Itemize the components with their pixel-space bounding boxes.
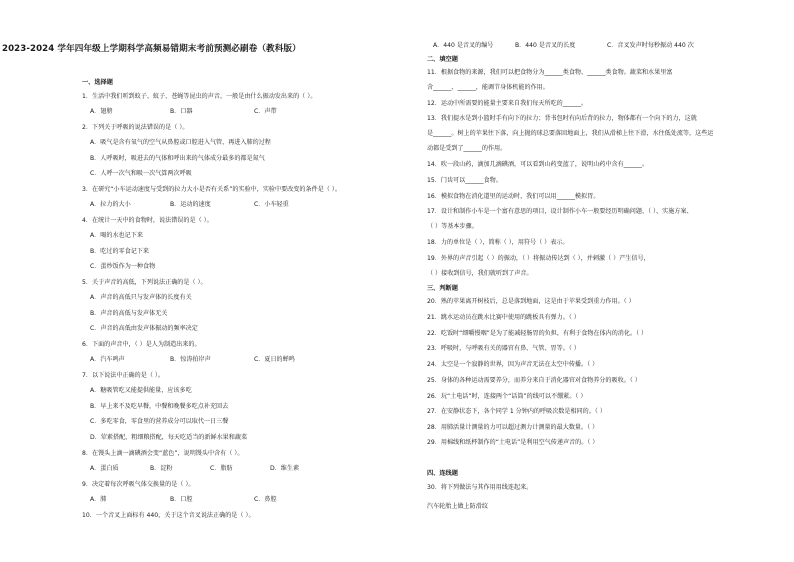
question-19-cont: （ ）接收到信号，我们就听到了声音。 xyxy=(427,270,533,277)
question-28: 28．用肺活量计测量的力可以超过测力计测量的最大数量。（ ） xyxy=(427,424,599,431)
question-11-cont: 含______、______，能调节身体机能的作用。 xyxy=(427,84,549,91)
question-14: 14．吹一段山药，滴加几滴碘酒，可以看到山药变蓝了，说明山药中含有______。 xyxy=(427,161,649,168)
question-6: 6．下面的声音中，（ ）是人为制造出来的。 xyxy=(82,341,201,348)
question-23: 23．呼吸时，与呼吸有关的器官有鼻、气管、胃等。（ ） xyxy=(427,345,580,352)
question-4-option-b: B．吃过的零食记下来 xyxy=(90,248,150,255)
question-9: 9．决定着每次呼吸气体交换量的是（ ）。 xyxy=(82,481,195,488)
question-19: 19．外界的声音引起（ ）的振动，（ ）将振动传达到（ ），并刺激（ ）产生信号， xyxy=(427,255,650,262)
option-c: C．音叉发声时每秒振动 440 次 xyxy=(607,42,694,49)
question-20: 20．熟的苹果离开树枝后，总是落到地面，这是由于苹果受到重力作用。（ ） xyxy=(427,298,635,305)
question-1-options xyxy=(90,108,277,116)
question-25: 25．身体的各种运动需要养分，而养分来自于消化器官对食物养分的吸收。（ ） xyxy=(427,377,641,384)
question-29: 29．用棉线和纸杯制作的“土电话”是利用空气传递声音的。（ ） xyxy=(427,439,599,446)
option-c: C．脂肪 xyxy=(210,465,233,472)
question-18: 18．力的单位是（ ），简称（ ），用符号（ ）表示。 xyxy=(427,239,569,246)
question-13-cont-2: 动都是受到了______的作用。 xyxy=(427,145,507,152)
option-a: A．翅膀 xyxy=(90,108,113,115)
question-8-options xyxy=(90,465,299,473)
option-b: B．口器 xyxy=(170,108,193,115)
question-3: 3．在研究“小车运动速度与受到的拉力大小是否有关系”的实验中，实验中要改变的条件是（ ）。 xyxy=(82,186,341,193)
question-16: 16．模拟食物在消化道里的运动时，我们可以用______模拟胃。 xyxy=(427,193,600,200)
question-10-options xyxy=(433,42,694,50)
option-b: B．淀粉 xyxy=(150,465,173,472)
question-9-options xyxy=(90,496,277,504)
option-a: A．拉力的大小 xyxy=(90,201,131,208)
exam-title: 2023-2024 学年四年级上学期科学高频易错期末考前预测必刷卷（教科版） xyxy=(2,44,301,54)
question-7-option-c: C．多吃零食，零食里的营养成分可以取代一日三餐 xyxy=(90,418,229,425)
question-15: 15．门齿可以______食物。 xyxy=(427,177,502,184)
question-4: 4．在统计一天中的食物时，说法错误的是（ ）。 xyxy=(82,217,213,224)
option-b: B．440 是音叉的长度 xyxy=(515,42,576,49)
question-26: 26．玩“土电话”时，连接两个“话筒”的线可以不绷紧。（ ） xyxy=(427,393,587,400)
question-30: 30．将下列做法与其作用用线连起来。 xyxy=(427,484,533,491)
option-a: A．蛋白质 xyxy=(90,465,119,472)
option-b: B．口腔 xyxy=(170,496,193,503)
question-7: 7．以下说法中正确的是（ ）。 xyxy=(82,372,164,379)
question-7-option-a: A．糖吸管吃又能提供能量，应该多吃 xyxy=(90,387,192,394)
question-12: 12．运动中所需要的能量主要来自我们每天所吃的______。 xyxy=(427,100,588,107)
option-c: C．鼻腔 xyxy=(254,496,277,503)
question-17-cont: （ ）等基本步骤。 xyxy=(427,223,478,230)
option-a: A．440 是音叉的编号 xyxy=(433,42,494,49)
question-22: 22．吃饭时“细嚼慢咽”是为了能减轻肠胃的负担，有利于食物在体内的消化。（ ） xyxy=(427,330,648,337)
question-21: 21．跳水运动员在跳水比赛中使用的跳板具有弹力。（ ） xyxy=(427,314,580,321)
section-heading-matching: 四、连线题 xyxy=(427,470,458,477)
question-2-option-a: A．吸气是含有氧气的空气从鼻腔或口腔进入气管，再进入肺的过程 xyxy=(90,139,271,146)
question-27: 27．在安静状态下，各个同学 1 分钟内的呼吸次数是相同的。（ ） xyxy=(427,408,606,415)
option-c: C．声带 xyxy=(254,108,277,115)
option-b: B．运动的速度 xyxy=(170,201,211,208)
option-a: A．汽车鸣声 xyxy=(90,356,125,363)
question-2-option-b: B．人呼吸时，吸进去的气体和呼出来的气体成分最多的都是氮气 xyxy=(90,155,265,162)
option-c: C．夏日的蝉鸣 xyxy=(254,356,295,363)
question-11: 11．根据食物的来源，我们可以把食物分为______类食物、______类食物。蔬菜和水果里富 xyxy=(427,69,673,76)
question-4-option-a: A．喝的水也记下来 xyxy=(90,232,143,239)
question-17: 17．设计和制作小车是一个富有意思的项目，设计制作小车一般要经历明确问题、（ ）、实施方案、 xyxy=(427,208,693,215)
question-1: 1．生活中我们听到蚊子、蚊子、苍蝇等昆虫的声音，一般是由什么振动发出来的（ ）。 xyxy=(82,93,317,100)
question-8: 8．在馒头上滴一滴碘酒会变“蓝色”，说明馒头中含有（ ）。 xyxy=(82,450,244,457)
question-2: 2．下列关于呼吸的说法错误的是（ ）。 xyxy=(82,124,189,131)
question-5-option-a: A．声音的高低只与发声体的长度有关 xyxy=(90,294,192,301)
question-3-options xyxy=(90,201,289,209)
question-30-item: 汽车轮胎上做上防滑纹 xyxy=(427,503,488,510)
section-heading-fill: 二、填空题 xyxy=(427,56,458,63)
option-b: B．惊涛拍岸声 xyxy=(170,356,211,363)
section-heading-choice: 一、选择题 xyxy=(82,79,113,86)
option-c: C．小车轻重 xyxy=(254,201,289,208)
question-2-option-c: C．人呼一次气和吸一次气算两次呼吸 xyxy=(90,170,192,177)
question-6-options xyxy=(90,356,295,364)
section-heading-judge: 三、判断题 xyxy=(427,285,458,292)
question-5-option-b: B．声音的高低与发声体无关 xyxy=(90,310,168,317)
question-4-option-c: C．蛋炒饭作为一种食物 xyxy=(90,263,156,270)
question-24: 24．太空是一个寂静的世界，因为声音无法在太空中传播。（ ） xyxy=(427,361,599,368)
question-13: 13．我们提水是到小篮时手有向下的拉力；背书包时有向后背的拉力，物体都有一个向下的力，这就 xyxy=(427,115,697,122)
question-13-cont-1: 是______。树上的苹果往下落，向上抛的球总要落回地面上，我们从滑梯上往下滑，水往低处流等，这些运 xyxy=(427,130,714,137)
option-d: D．维生素 xyxy=(270,465,300,472)
question-7-option-b: B．早上来不及吃早餐，中餐和晚餐多吃点补充回去 xyxy=(90,403,229,410)
question-5: 5．关于声音的高低，下列说法正确的是（ ）。 xyxy=(82,279,207,286)
option-a: A．肺 xyxy=(90,496,107,503)
question-10: 10．一个音叉上面标有 440，关于这个音叉说法正确的是（ ）。 xyxy=(82,512,255,519)
question-5-option-c: C．声音的高低由发声体振动的频率决定 xyxy=(90,325,198,332)
question-7-option-d: D．荤素搭配，粗细粮搭配，每天吃适当的新鲜水果和蔬菜 xyxy=(90,434,248,441)
